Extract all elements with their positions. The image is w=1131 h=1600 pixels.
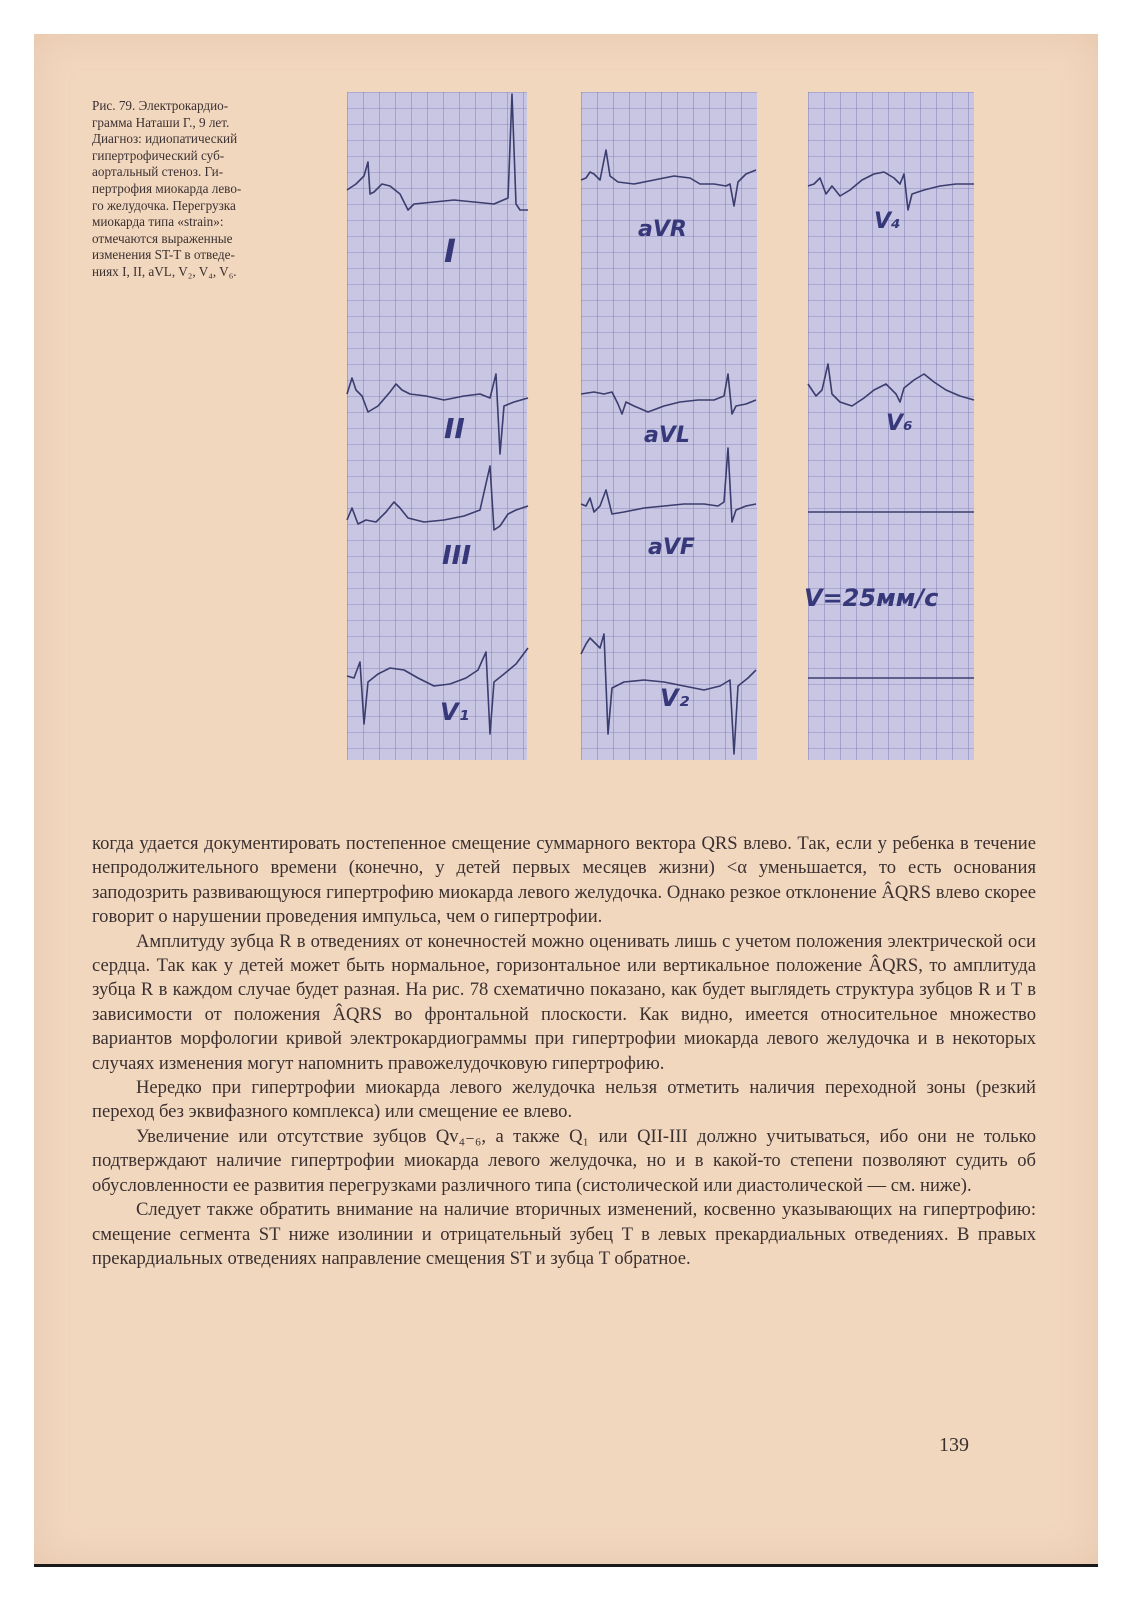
paragraph: когда удается документировать постепенное смещение суммарного вектора QRS влево. Так, если у ребенка в течение непродолжительного времени (конечно, у детей первых месяцев жизни) <α уменьшается, то есть основания заподозрить развивающуюся гипертрофию миокарда левого желудочка. Однако резкое отклонение ÂQRS влево скорее говорит о нарушении проведения импульса, чем о гипертрофии. bbox=[92, 833, 1036, 928]
book-page bbox=[34, 34, 1098, 1567]
lead-label-v1: V₁ bbox=[440, 698, 470, 726]
caption-line: Диагноз: идиопатический bbox=[92, 131, 238, 147]
paragraph: Увеличение или отсутствие зубцов Qv₄₋₆, а также Q₁ или QII-III должно учитываться, ибо они не только подтверждают наличие гипертрофии миокарда левого желудочка, но и в какой-то степени позволяют судить об обусловленности ее развития перегрузками различного типа (систолической или диастолической — см. ниже). bbox=[92, 1125, 1036, 1196]
body-text bbox=[92, 832, 1036, 1271]
caption-line: Рис. 79. Электрокардио- bbox=[92, 98, 229, 113]
ecg-trace-lead-v4 bbox=[808, 172, 974, 210]
lead-label-v6: V₆ bbox=[886, 411, 913, 436]
paragraph: Нередко при гипертрофии миокарда левого желудочка нельзя отметить наличия переходной зоны (резкий переход без эквифазного комплекса) или смещение ее влево. bbox=[92, 1077, 1036, 1123]
caption-line: отмечаются выраженные bbox=[92, 230, 233, 246]
ecg-trace-lead-avf bbox=[581, 448, 756, 522]
ecg-trace-lead-avr bbox=[581, 150, 756, 206]
ecg-trace-lead-ii bbox=[347, 374, 528, 454]
caption-line: ниях I, II, aVL, V₂, V₄, V₆. bbox=[92, 263, 237, 279]
lead-label-avf: aVF bbox=[648, 535, 695, 560]
lead-label-avr: aVR bbox=[638, 217, 687, 242]
lead-label-i: I bbox=[444, 232, 456, 270]
ecg-trace-lead-v1 bbox=[347, 648, 528, 734]
ecg-traces bbox=[34, 34, 1098, 1564]
lead-label-ii: II bbox=[444, 412, 465, 445]
caption-line: грамма Наташи Г., 9 лет. bbox=[92, 114, 230, 130]
caption-line: изменения ST-T в отведе- bbox=[92, 247, 235, 263]
lead-label-v4: V₄ bbox=[874, 209, 901, 234]
paper-speed-note: V=25мм/с bbox=[804, 584, 939, 612]
paragraph: Амплитуду зубца R в отведениях от конечностей можно оценивать лишь с учетом положения электрической оси сердца. Так как у детей может быть нормальное, горизонтальное или вертикальное положение ÂQRS, то амплитуда зубца R в каждом случае будет разная. На рис. 78 схематично показано, как будет выглядеть структура зубцов R и T в зависимости от положения ÂQRS во фронтальной плоскости. Как видно, имеется относительное множество вариантов морфологии кривой электрокардиограммы при гипертрофии миокарда левого желудочка и в некоторых случаях изменения могут напомнить правожелудочковую гипертрофию. bbox=[92, 930, 1036, 1074]
lead-label-iii: III bbox=[442, 541, 472, 571]
page-number: 139 bbox=[939, 1434, 969, 1456]
caption-line: аортальный стеноз. Ги- bbox=[92, 164, 224, 180]
caption-line: гипертрофический суб- bbox=[92, 147, 225, 163]
lead-label-avl: aVL bbox=[644, 423, 690, 448]
caption-line: го желудочка. Перегрузка bbox=[92, 197, 236, 213]
caption-line: миокарда типа «strain»: bbox=[92, 214, 224, 230]
caption-line: пертрофия миокарда лево- bbox=[92, 180, 242, 196]
ecg-trace-lead-iii bbox=[347, 466, 528, 530]
ecg-trace-lead-avl bbox=[581, 374, 756, 414]
ecg-trace-lead-v6 bbox=[808, 364, 974, 406]
lead-label-v2: V₂ bbox=[660, 684, 690, 712]
paragraph: Следует также обратить внимание на наличие вторичных изменений, косвенно указывающих на гипертрофию: смещение сегмента ST ниже изолинии и отрицательный зубец T в левых прекардиальных отведениях. В правых прекардиальных отведениях направление смещения ST и зубца T обратное. bbox=[92, 1199, 1036, 1269]
ecg-trace-lead-i bbox=[347, 94, 528, 210]
